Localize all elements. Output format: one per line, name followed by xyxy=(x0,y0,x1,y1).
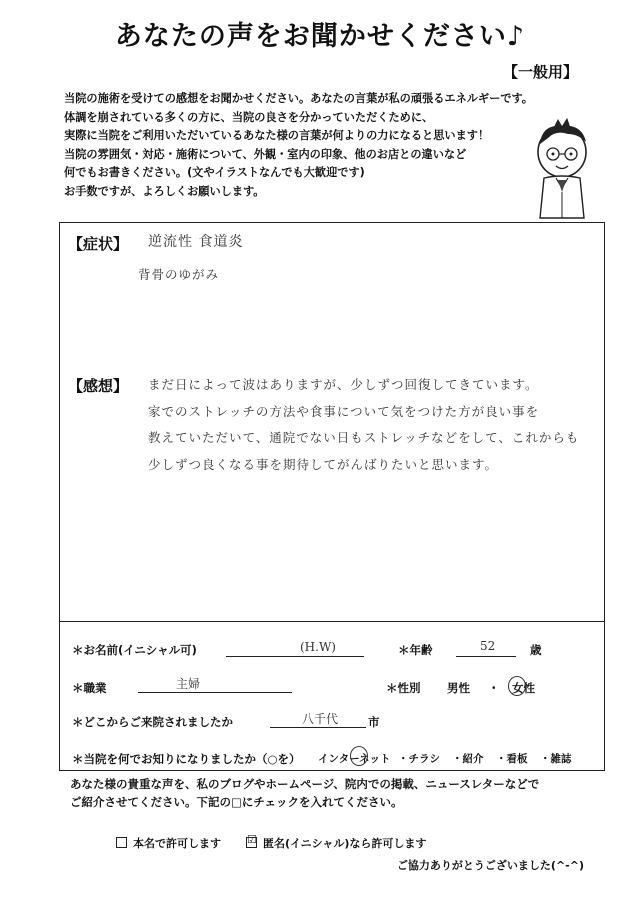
intro-text xyxy=(64,90,544,201)
origin-unit: 市 xyxy=(368,715,380,729)
name-field-line xyxy=(226,656,364,657)
thanks-text: ご協力ありがとうございました(^-^) xyxy=(396,859,584,872)
consent-line: ご紹介させてください。下記の□にチェックを入れてください。 xyxy=(70,795,403,809)
check-mark-icon: ☑ xyxy=(247,833,257,846)
option-real-name[interactable] xyxy=(116,835,221,851)
option-initials-label: 匿名(イニシャル)なら許可します xyxy=(263,837,427,850)
option-initials[interactable] xyxy=(246,835,426,851)
source-option-referral: ・紹介 xyxy=(452,753,484,765)
source-option-flyer: ・チラシ xyxy=(398,753,440,765)
gender-separator: ・ xyxy=(488,681,500,695)
doctor-mascot-illustration xyxy=(520,118,604,222)
selected-circle-mark xyxy=(508,676,526,696)
job-label: ＊職業 xyxy=(72,681,107,695)
impressions-label: 【感想】 xyxy=(68,377,129,395)
gender-female: 女性 xyxy=(512,681,535,695)
consent-text xyxy=(70,775,590,811)
origin-field-line xyxy=(270,727,366,728)
intro-line: 何でもお書きください。(文やイラストなんでも大歓迎です) xyxy=(64,166,365,179)
intro-line: 当院の施術を受けての感想をお聞かせください。あなたの言葉が私の頑張るエネルギーです。 xyxy=(64,92,533,105)
source-option-internet: インターネット xyxy=(318,753,391,765)
referral-source-label: ＊当院を何でお知りになりましたか（○を） xyxy=(72,752,301,766)
job-value: 主婦 xyxy=(176,677,201,691)
gender-label: ＊性別 xyxy=(386,681,421,695)
impressions-line: 家でのストレッチの方法や食事について気をつけた方が良い事を xyxy=(148,404,540,419)
symptoms-line: 逆流性 食道炎 xyxy=(148,234,244,250)
impressions-line: まだ日によって波はありますが、少しずつ回復してきています。 xyxy=(148,377,539,392)
origin-label: ＊どこからご来院されましたか xyxy=(72,715,233,729)
form-type-label: 【一般用】 xyxy=(502,63,578,81)
impressions-line: 少しずつ良くなる事を期待してがんばりたいと思います。 xyxy=(148,457,499,472)
age-label: ＊年齢 xyxy=(398,643,433,657)
impressions-line: 教えていただいて、通院でない日もストレッチなどをして、これからも xyxy=(148,430,580,445)
age-unit: 歳 xyxy=(530,643,542,657)
option-real-name-label: 本名で許可します xyxy=(133,837,221,850)
source-option-magazine: ・雑誌 xyxy=(540,753,572,765)
initials-checkbox[interactable] xyxy=(246,833,257,848)
intro-line: お手数ですが、よろしくお願いします。 xyxy=(64,184,265,198)
name-label: ＊お名前(イニシャル可) xyxy=(72,643,197,657)
intro-line: 実際に当院をご利用いただいているあなた様の言葉が何よりの力になると思います！ xyxy=(64,129,490,142)
page-title: あなたの声をお聞かせください♪ xyxy=(114,21,526,52)
intro-line: 当院の雰囲気・対応・施術について、外観・室内の印象、他のお店との違いなど xyxy=(64,147,467,161)
gender-male: 男性 xyxy=(447,681,470,695)
job-field-line xyxy=(138,692,292,693)
consent-line: あなた様の貴重な声を、私のブログやホームページ、院内での掲載、ニュースレターなどで xyxy=(70,777,540,791)
symptoms-label: 【症状】 xyxy=(68,235,129,253)
selected-circle-mark xyxy=(350,746,368,766)
real-name-checkbox[interactable] xyxy=(116,837,127,848)
age-value: 52 xyxy=(480,639,496,653)
origin-value: 八千代 xyxy=(302,712,339,726)
source-option-signboard: ・看板 xyxy=(496,753,528,765)
symptoms-line: 背骨のゆがみ xyxy=(138,267,220,282)
age-field-line xyxy=(456,656,516,657)
name-value: (H.W) xyxy=(300,640,336,654)
intro-line: 体調を崩されている多くの方に、当院の良さを分かっていただくために、 xyxy=(64,110,434,124)
